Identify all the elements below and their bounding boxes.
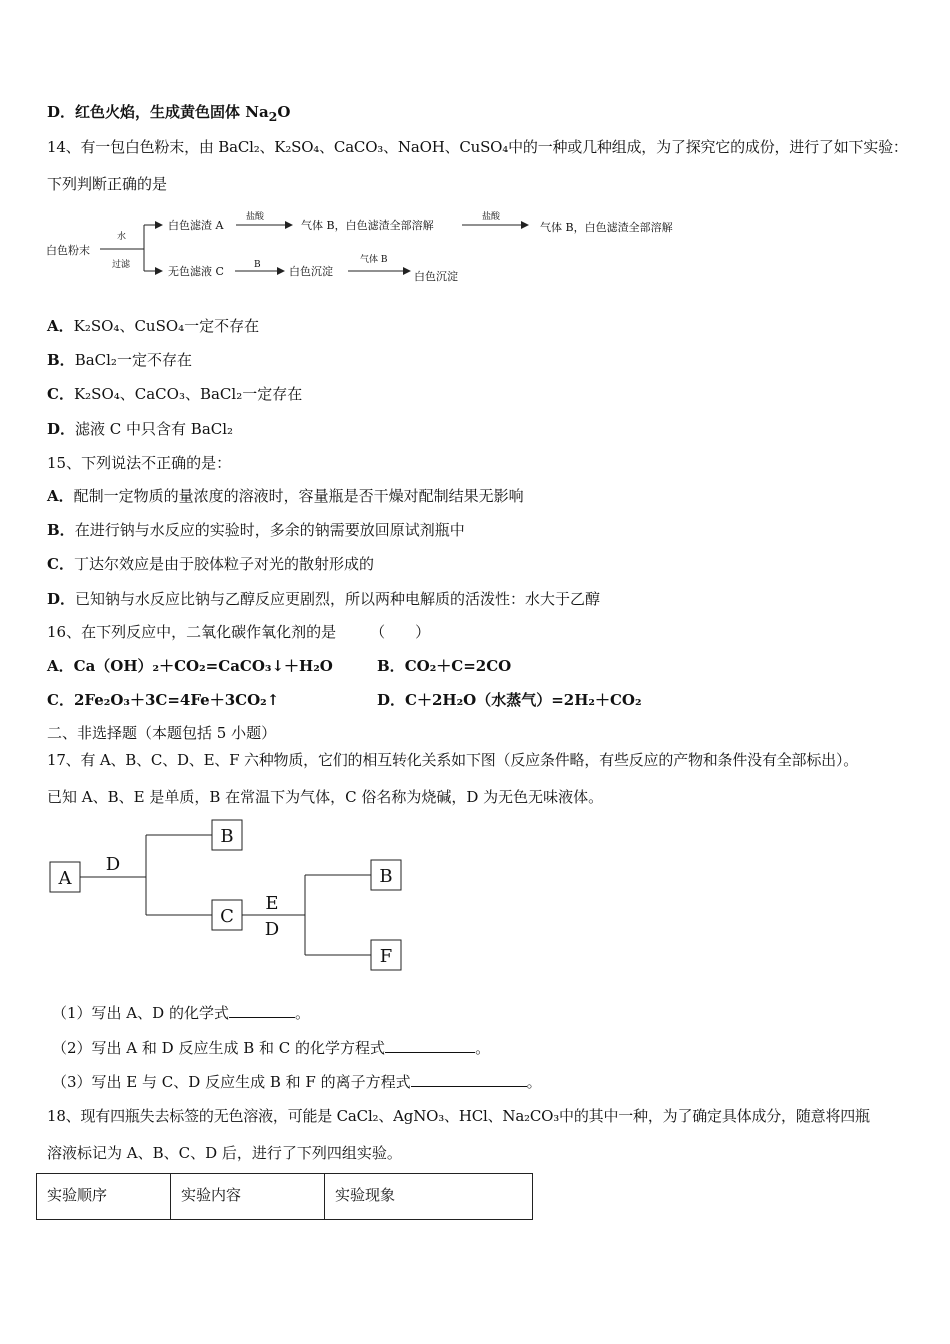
option-letter: C． xyxy=(47,385,74,403)
q15-option-c xyxy=(47,554,374,574)
flow-reagent-b: B xyxy=(254,260,261,270)
q14-option-b xyxy=(47,350,192,370)
sub-text: （3）写出 E 与 C、D 反应生成 B 和 F 的离子方程式 xyxy=(52,1073,411,1091)
q18-table xyxy=(36,1173,533,1220)
label-c: C xyxy=(220,906,234,927)
flow-acid2: 盐酸 xyxy=(482,212,501,222)
flow-precip1: 白色沉淀 xyxy=(289,265,333,278)
period: 。 xyxy=(475,1039,491,1057)
option-letter: A． xyxy=(47,487,74,505)
flow-result1: 气体 B，白色滤渣全部溶解 xyxy=(301,219,434,232)
q13-option-d xyxy=(47,102,290,127)
flow-start: 白色粉末 xyxy=(46,244,90,257)
subscript: 2 xyxy=(268,109,278,124)
flow-filtrate-c: 无色滤液 C xyxy=(168,265,224,278)
q17-stem-line1: 17、有 A、B、C、D、E、F 六种物质，它们的相互转化关系如下图（反应条件略，有些反应的产物和条件没有全部标出）。 xyxy=(47,751,859,769)
flow-residue-a: 白色滤渣 A xyxy=(168,219,224,232)
option-text: 配制一定物质的量浓度的溶液时，容量瓶是否干燥对配制结果无影响 xyxy=(73,487,524,505)
q16-option-c xyxy=(47,690,279,710)
header-order: 实验顺序 xyxy=(37,1174,171,1220)
flow-precip2: 白色沉淀 xyxy=(414,270,458,283)
flow-acid1: 盐酸 xyxy=(246,212,265,222)
q14-stem-line1: 14、有一包白色粉末，由 BaCl₂、K₂SO₄、CaCO₃、NaOH、CuSO₄中的一种或几种组成，为了探究它的成份，进行了如下实验： xyxy=(47,138,908,156)
label-d2: D xyxy=(264,919,280,940)
option-letter: D． xyxy=(47,590,76,608)
label-d1: D xyxy=(105,854,121,875)
q17-sub1 xyxy=(52,1003,310,1023)
period: 。 xyxy=(294,1004,310,1022)
section-title: 二、非选择题（本题包括 5 小题） xyxy=(47,724,277,742)
sub-text: （1）写出 A、D 的化学式 xyxy=(52,1004,229,1022)
stem-text: 16、在下列反应中，二氧化碳作氧化剂的是 xyxy=(47,623,337,641)
option-text: 红色火焰，生成黄色固体 Na xyxy=(75,103,269,121)
q16-stem xyxy=(47,622,430,642)
option-letter: D． xyxy=(47,420,76,438)
label-b2: B xyxy=(379,866,393,887)
option-text: 已知钠与水反应比钠与乙醇反应更剧烈，所以两种电解质的活泼性：水大于乙醇 xyxy=(75,590,601,608)
q15-option-d xyxy=(47,589,600,609)
option-letter: B． xyxy=(47,351,75,369)
option-letter: C． xyxy=(47,691,74,709)
option-text: 在进行钠与水反应的实验时，多余的钠需要放回原试剂瓶中 xyxy=(74,521,465,539)
label-a: A xyxy=(58,868,72,889)
answer-blank xyxy=(229,1003,295,1018)
flow-result2: 气体 B，白色滤渣全部溶解 xyxy=(540,221,673,234)
q18-stem-line1: 18、现有四瓶失去标签的无色溶液，可能是 CaCl₂、AgNO₃、HCl、Na₂CO₃中的其中一种，为了确定具体成分，随意将四瓶 xyxy=(47,1107,870,1125)
option-text: Ca（OH）₂＋CO₂=CaCO₃↓＋H₂O xyxy=(73,657,333,675)
q18-stem-line2: 溶液标记为 A、B、C、D 后，进行了下列四组实验。 xyxy=(47,1144,402,1162)
q17-stem-line2: 已知 A、B、E 是单质，B 在常温下为气体，C 俗名称为烧碱，D 为无色无味液体。 xyxy=(47,788,604,806)
option-letter: B． xyxy=(377,657,405,675)
option-text-end: O xyxy=(277,103,291,121)
q16-option-d xyxy=(377,690,642,710)
option-text: K₂SO₄、CaCO₃、BaCl₂一定存在 xyxy=(73,385,303,403)
answer-blank xyxy=(411,1072,527,1087)
table-header-row xyxy=(37,1174,533,1220)
q14-option-c xyxy=(47,384,302,404)
answer-blank xyxy=(385,1038,475,1053)
option-text: BaCl₂一定不存在 xyxy=(74,351,192,369)
flow-filter: 过滤 xyxy=(112,260,131,270)
flow-gas-b: 气体 B xyxy=(360,255,388,265)
q14-stem-line2: 下列判断正确的是 xyxy=(47,175,168,193)
period: 。 xyxy=(526,1073,542,1091)
option-text: CO₂＋C=2CO xyxy=(404,657,512,675)
q17-sub3 xyxy=(52,1072,542,1092)
option-text: C＋2H₂O（水蒸气）=2H₂＋CO₂ xyxy=(405,691,642,709)
q15-option-a xyxy=(47,486,524,506)
label-e: E xyxy=(265,893,279,914)
header-phenomenon: 实验现象 xyxy=(325,1174,533,1220)
option-text: K₂SO₄、CuSO₄一定不存在 xyxy=(73,317,260,335)
q17-sub2 xyxy=(52,1038,490,1058)
option-text: 丁达尔效应是由于胶体粒子对光的散射形成的 xyxy=(73,555,374,573)
q15-stem: 15、下列说法不正确的是： xyxy=(47,454,232,472)
option-letter: D． xyxy=(377,691,406,709)
label-b1: B xyxy=(220,826,234,847)
q14-option-a xyxy=(47,316,259,336)
q16-option-b xyxy=(377,656,511,676)
option-text: 2Fe₂O₃＋3C=4Fe＋3CO₂↑ xyxy=(73,691,280,709)
sub-text: （2）写出 A 和 D 反应生成 B 和 C 的化学方程式 xyxy=(52,1039,386,1057)
option-letter: A． xyxy=(47,657,74,675)
option-text: 滤液 C 中只含有 BaCl₂ xyxy=(75,420,234,438)
option-letter: D． xyxy=(47,103,76,121)
q16-option-a xyxy=(47,656,333,676)
q14-flow-diagram xyxy=(40,205,720,295)
option-letter: C． xyxy=(47,555,74,573)
q17-diagram xyxy=(40,810,420,980)
q14-option-d xyxy=(47,419,233,439)
answer-paren: （ ） xyxy=(370,623,431,641)
label-f: F xyxy=(379,946,393,967)
option-letter: A． xyxy=(47,317,74,335)
header-content: 实验内容 xyxy=(171,1174,325,1220)
q15-option-b xyxy=(47,520,465,540)
option-letter: B． xyxy=(47,521,75,539)
flow-water: 水 xyxy=(117,232,127,242)
